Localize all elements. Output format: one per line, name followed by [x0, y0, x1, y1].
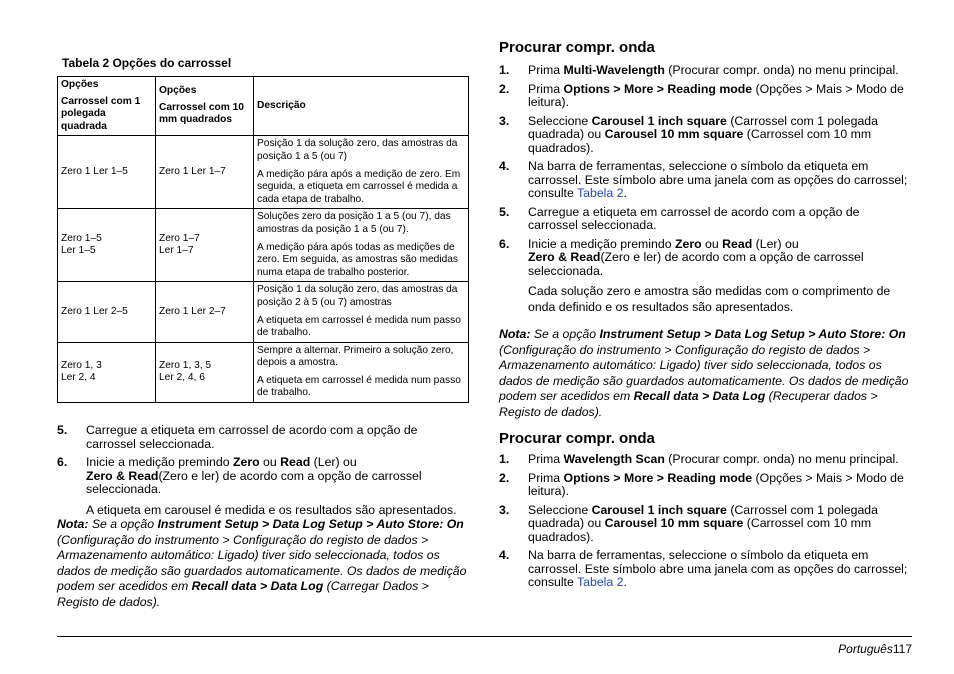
- right-note-t3: (Recuperar dados > Registo de dados).: [499, 389, 878, 419]
- left-step-6-zero-read: Zero & Read: [86, 468, 159, 483]
- section1-step-6-ou: ou: [701, 236, 723, 251]
- section1-step-4-number: 4.: [499, 159, 510, 173]
- section1-step-2: [499, 83, 911, 110]
- footer: [838, 642, 912, 656]
- row2-col2: Zero 1–7 Ler 1–7: [156, 209, 254, 282]
- section1-step-5-text: Carregue a etiqueta em carrossel de acordo com a opção de carrossel seleccionada.: [528, 204, 860, 232]
- section1-step-1-number: 1.: [499, 63, 510, 77]
- left-step-6-ler: (Ler) ou: [310, 455, 357, 469]
- section1-step-6-number: 6.: [499, 236, 510, 251]
- row1-desc-1: Posição 1 da solução zero, das amostras da posição 1 a 5 (ou 7): [257, 138, 458, 162]
- section1-step-1-a: Prima: [528, 63, 564, 77]
- section2-step-3-number: 3.: [499, 502, 510, 517]
- section2-step-1-c: (Procurar compr. onda) no menu principal.: [664, 452, 899, 466]
- right-note-b1: Instrument Setup > Data Log Setup > Auto Store: On: [599, 327, 906, 341]
- left-note-t3: (Carregar Dados > Registo de dados).: [57, 579, 429, 609]
- section1-step-1-c: (Procurar compr. onda) no menu principal.: [664, 63, 899, 77]
- table-row: [58, 209, 469, 282]
- header-col2-sub: Carrossel com 10 mm quadrados: [159, 101, 244, 126]
- header-col1: [58, 77, 156, 136]
- section2-step-4-end: .: [623, 575, 627, 589]
- left-note-t2: (Configuração do instrumento > Configuração do registo de dados > Armazenamento automático: Ligado) tiver sido seleccionada, todos os dados de medição são guardados automaticamente. Os dados de medição podem ser acedidos em: [57, 532, 467, 593]
- section2-steps: [499, 453, 911, 595]
- section1-step-6-rest: (Zero e ler) de acordo com a opção de carrossel seleccionada.: [528, 250, 864, 278]
- section2-step-1-number: 1.: [499, 452, 510, 466]
- section2-step-3-b: Carousel 1 inch square: [591, 502, 727, 517]
- right-note-b2: Recall data > Data Log: [633, 389, 766, 403]
- row3-col1: Zero 1 Ler 2–5: [58, 282, 156, 342]
- section1-step-4-a: Na barra de ferramentas, seleccione o símbolo da etiqueta em carrossel. Este símbolo abre uma janela com as opções do carrossel; consulte: [528, 159, 908, 200]
- section2-step-1-b: Wavelength Scan: [563, 452, 665, 466]
- section1-step-1: [499, 64, 911, 78]
- row4-col1: Zero 1, 3 Ler 2, 4: [58, 342, 156, 402]
- section1-step-6-a: Inicie a medição premindo: [528, 236, 675, 251]
- right-note-label: Nota:: [499, 327, 531, 341]
- row1-description: [254, 136, 469, 209]
- section2-step-3-c: (Carrossel com 1 polegada quadrada) ou: [528, 502, 878, 530]
- row2-desc-1: Soluções zero da posição 1 a 5 (ou 7), das amostras da posição 1 a 5 (ou 7).: [257, 211, 451, 235]
- section2-step-2: [499, 472, 911, 499]
- section1-step-2-c: (Opções > Mais > Modo de leitura).: [528, 81, 904, 109]
- row3-col2: Zero 1 Ler 2–7: [156, 282, 254, 342]
- carousel-options-table: [57, 76, 469, 403]
- table-row: [58, 282, 469, 342]
- section2-step-4: [499, 549, 911, 590]
- page-number: 117: [892, 642, 912, 656]
- section1-step-3-number: 3.: [499, 113, 510, 128]
- section1-step-1-b: Multi-Wavelength: [563, 63, 665, 77]
- section1-step-2-a: Prima: [528, 81, 564, 96]
- section1-step-3-d: Carousel 10 mm square: [604, 127, 744, 141]
- section1-step-4: [499, 160, 911, 201]
- section1-steps: [499, 64, 911, 322]
- row2-description: [254, 209, 469, 282]
- left-step-6-ou: ou: [259, 455, 281, 469]
- table-row: [58, 342, 469, 402]
- table-row: [58, 136, 469, 209]
- left-note-t1: Se a opção: [88, 517, 158, 531]
- header-col2-main: Opções: [159, 85, 197, 97]
- section1-step-6-zero-read: Zero & Read: [528, 250, 601, 264]
- header-col2: [156, 77, 254, 136]
- table-title: Tabela 2 Opções do carrossel: [62, 56, 232, 70]
- row4-desc-1: Sempre a alternar. Primeiro a solução zero, depois a amostra.: [257, 344, 454, 369]
- row2-desc-2: A medição pára após todas as medições de zero. Em seguida, as amostras são medidas numa etapa de trabalho posterior.: [257, 241, 459, 278]
- right-note-t2: (Configuração do instrumento > Configuração do registo de dados > Armazenamento automático: Ligado) tiver sido seleccionada, todos os dados de medição são guardados automaticamente. Os dados de medição podem ser acedidos em: [499, 342, 909, 403]
- section2-table-link[interactable]: Tabela 2: [577, 575, 624, 589]
- section1-step-5-number: 5.: [499, 204, 510, 219]
- section1-step-6-read: Read: [722, 236, 753, 251]
- section1-step-2-number: 2.: [499, 81, 510, 96]
- left-note-label: Nota:: [57, 517, 89, 531]
- section2-step-3: [499, 504, 911, 545]
- row4-col2: Zero 1, 3, 5 Ler 2, 4, 6: [156, 342, 254, 402]
- header-col1-sub: Carrossel com 1 polegada quadrada: [61, 95, 141, 132]
- section2-step-3-d: Carousel 10 mm square: [604, 516, 744, 530]
- row1-desc-2: A medição pára após a medição de zero. Em seguida, a etiqueta em carrossel é medida a cada etapa de trabalho.: [257, 168, 461, 205]
- left-step-6-rest: (Zero e ler) de acordo com a opção de carrossel seleccionada.: [86, 468, 422, 496]
- row3-desc-2: A etiqueta em carrossel é medida num passo de trabalho.: [257, 314, 461, 339]
- left-note: [57, 517, 469, 610]
- right-note-t1: Se a opção: [530, 327, 600, 341]
- section1-step-3-c: (Carrossel com 1 polegada quadrada) ou: [528, 113, 878, 141]
- left-note-b2: Recall data > Data Log: [191, 579, 324, 593]
- section1-step-6-result: Cada solução zero e amostra são medidas com o comprimento de onda definido e os resultados são apresentados.: [528, 284, 891, 314]
- row2-col1: Zero 1–5 Ler 1–5: [58, 209, 156, 282]
- section2-step-3-a: Seleccione: [528, 502, 592, 517]
- left-step-6-text-a: Inicie a medição premindo: [86, 455, 233, 469]
- section1-step-6-ler: (Ler) ou: [752, 236, 799, 251]
- left-note-b1: Instrument Setup > Data Log Setup > Auto Store: On: [157, 517, 464, 531]
- section1-step-6-zero: Zero: [674, 236, 702, 251]
- section1-step-3-b: Carousel 1 inch square: [591, 113, 727, 128]
- section2-heading: Procurar compr. onda: [499, 430, 655, 447]
- footer-divider: [57, 636, 912, 637]
- section1-step-3-a: Seleccione: [528, 113, 592, 128]
- section1-table-link[interactable]: Tabela 2: [577, 186, 624, 200]
- header-col1-main: Opções: [61, 79, 99, 90]
- left-step-6: [57, 456, 469, 497]
- section1-step-6: [499, 238, 911, 279]
- left-step-5-number: 5.: [57, 423, 68, 437]
- row1-col1: Zero 1 Ler 1–5: [58, 136, 156, 209]
- left-steps: [57, 424, 469, 525]
- right-note: [499, 327, 911, 420]
- left-step-6-zero: Zero: [232, 455, 260, 469]
- row4-description: [254, 342, 469, 402]
- left-step-6-read: Read: [280, 455, 311, 469]
- left-step-5-text: Carregue a etiqueta em carrossel de acordo com a opção de carrossel seleccionada.: [86, 423, 418, 451]
- table-header-row: [58, 77, 469, 136]
- header-col3: Descrição: [254, 77, 469, 136]
- section1-step-3: [499, 115, 911, 156]
- left-step-5: [57, 424, 469, 451]
- row3-desc-1: Posição 1 da solução zero, das amostras da posição 2 à 5 (ou 7) amostras: [257, 284, 458, 308]
- section2-step-4-number: 4.: [499, 548, 510, 562]
- left-step-6-number: 6.: [57, 455, 68, 469]
- section2-step-3-e: (Carrossel com 10 mm quadrados).: [528, 516, 872, 544]
- section1-heading: Procurar compr. onda: [499, 39, 655, 56]
- section2-step-1: [499, 453, 911, 467]
- section1-step-4-end: .: [623, 186, 627, 200]
- section1-step-3-e: (Carrossel com 10 mm quadrados).: [528, 127, 872, 155]
- section2-step-2-b: Options > More > Reading mode: [563, 470, 753, 485]
- section2-step-1-a: Prima: [528, 452, 564, 466]
- section2-step-2-number: 2.: [499, 470, 510, 485]
- left-step-6-result: A etiqueta em carousel é medida e os resultados são apresentados.: [86, 502, 457, 517]
- row4-desc-2: A etiqueta em carrossel é medida num passo de trabalho.: [257, 374, 461, 399]
- row1-col2: Zero 1 Ler 1–7: [156, 136, 254, 209]
- section2-step-4-a: Na barra de ferramentas, seleccione o símbolo da etiqueta em carrossel. Este símbolo abre uma janela com as opções do carrossel; consulte: [528, 548, 908, 589]
- section1-step-2-b: Options > More > Reading mode: [563, 81, 753, 96]
- section1-step-5: [499, 206, 911, 233]
- row3-description: [254, 282, 469, 342]
- section2-step-2-a: Prima: [528, 470, 564, 485]
- section2-step-2-c: (Opções > Mais > Modo de leitura).: [528, 470, 904, 498]
- footer-language: Português: [838, 642, 893, 656]
